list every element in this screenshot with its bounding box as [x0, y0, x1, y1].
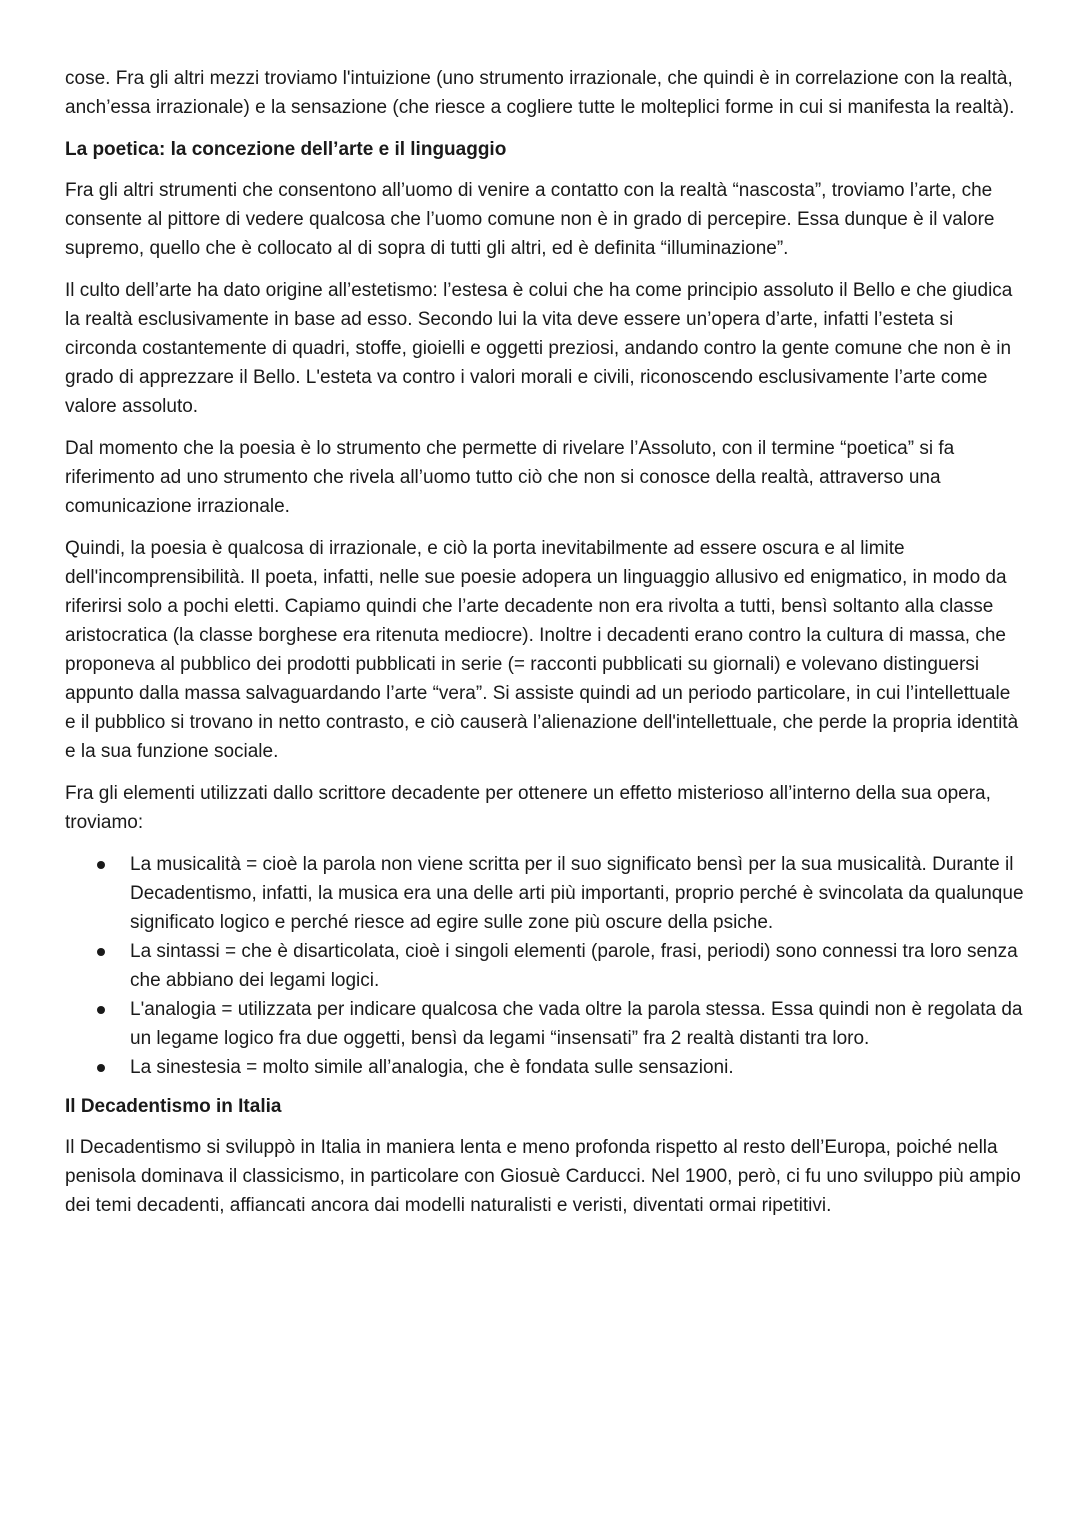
- bullet-item-sintassi: [65, 937, 1025, 995]
- bullet-icon: [97, 1006, 105, 1014]
- bullet-item-sinestesia: [65, 1053, 1025, 1082]
- document-page: [65, 64, 1025, 1233]
- bullet-item-analogia: [65, 995, 1025, 1053]
- paragraph-italia: Il Decadentismo si sviluppò in Italia in maniera lenta e meno profonda rispetto al resto dell’Europa, poiché nella penisola dominava il classicismo, in particolare con Giosuè Carducci. Nel 1900, però, ci fu uno sviluppo più ampio dei temi decadenti, affiancati ancora dai modelli naturalisti e veristi, diventati ormai ripetitivi.: [65, 1137, 1021, 1216]
- heading-poetica: La poetica: la concezione dell’arte e il linguaggio: [65, 139, 507, 160]
- paragraph-intro: cose. Fra gli altri mezzi troviamo l'intuizione (uno strumento irrazionale, che quindi è in correlazione con la realtà, anch’essa irrazionale) e la sensazione (che riesce a cogliere tutte le molteplici forme in cui si manifesta la realtà).: [65, 68, 1015, 118]
- paragraph-culto: Il culto dell’arte ha dato origine all’estetismo: l’estesa è colui che ha come principio assoluto il Bello e che giudica la realtà esclusivamente in base ad esso. Secondo lui la vita deve essere un’opera d’arte, infatti l’esteta si circonda costantemente di quadri, stoffe, gioielli e oggetti preziosi, andando contro la gente comune che non è in grado di apprezzare il Bello. L'esteta va contro i valori morali e civili, riconoscendo esclusivamente l’arte come valore assoluto.: [65, 280, 1013, 417]
- bullet-icon: [97, 861, 105, 869]
- bullet-item-musicalita: [65, 850, 1025, 937]
- bullet-list: [65, 850, 1025, 1082]
- paragraph-elementi: Fra gli elementi utilizzati dallo scrittore decadente per ottenere un effetto misterioso all’interno della sua opera, troviamo:: [65, 783, 991, 833]
- bullet-text: La sinestesia = molto simile all’analogia, che è fondata sulle sensazioni.: [130, 1057, 734, 1078]
- bullet-text: L'analogia = utilizzata per indicare qualcosa che vada oltre la parola stessa. Essa quindi non è regolata da un legame logico fra due oggetti, bensì da legami “insensati” fra 2 realtà distanti tra loro.: [130, 999, 1023, 1049]
- bullet-icon: [97, 1064, 105, 1072]
- bullet-text: La musicalità = cioè la parola non viene scritta per il suo significato bensì per la sua musicalità. Durante il Decadentismo, infatti, la musica era una delle arti più importanti, proprio perché è svincolata da qualunque significato logico e perché riesce ad egire sulle zone più oscure della psiche.: [130, 854, 1024, 933]
- paragraph-arte: Fra gli altri strumenti che consentono all’uomo di venire a contatto con la realtà “nascosta”, troviamo l’arte, che consente al pittore di vedere qualcosa che l’uomo comune non è in grado di percepire. Essa dunque è il valore supremo, quello che è collocato al di sopra di tutti gli altri, ed è definita “illuminazione”.: [65, 180, 995, 259]
- bullet-icon: [97, 948, 105, 956]
- paragraph-poesia: Dal momento che la poesia è lo strumento che permette di rivelare l’Assoluto, con il termine “poetica” si fa riferimento ad uno strumento che rivela all’uomo tutto ciò che non si conosce della realtà, attraverso una comunicazione irrazionale.: [65, 438, 955, 517]
- bullet-text: La sintassi = che è disarticolata, cioè i singoli elementi (parole, frasi, periodi) sono connessi tra loro senza che abbiano dei legami logici.: [130, 941, 1018, 991]
- heading-italia: Il Decadentismo in Italia: [65, 1096, 282, 1117]
- paragraph-quindi: Quindi, la poesia è qualcosa di irrazionale, e ciò la porta inevitabilmente ad essere oscura e al limite dell'incomprensibilità. Il poeta, infatti, nelle sue poesie adopera un linguaggio allusivo ed enigmatico, in modo da riferirsi solo a pochi eletti. Capiamo quindi che l’arte decadente non era rivolta a tutti, bensì soltanto alla classe aristocratica (la classe borghese era ritenuta mediocre). Inoltre i decadenti erano contro la cultura di massa, che proponeva al pubblico dei prodotti pubblicati in serie (= racconti pubblicati su giornali) e volevano distinguersi appunto dalla massa salvaguardando l’arte “vera”. Si assiste quindi ad un periodo particolare, in cui l’intellettuale e il pubblico si trovano in netto contrasto, e ciò causerà l’alienazione dell'intellettuale, che perde la propria identità e la sua funzione sociale.: [65, 538, 1019, 762]
